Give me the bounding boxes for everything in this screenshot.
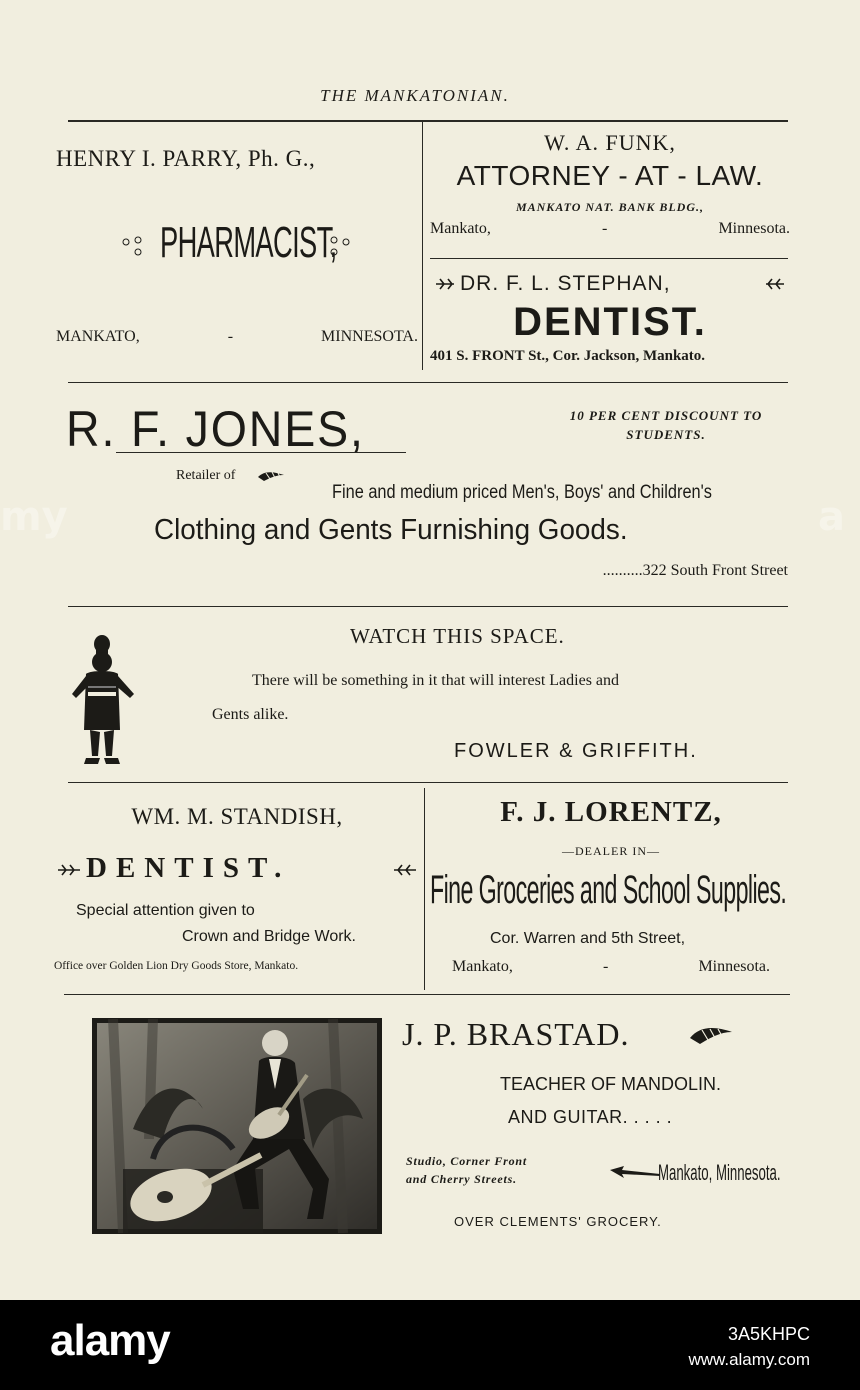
leaf-icon (688, 1024, 734, 1050)
funk-location (430, 220, 790, 238)
funk-name: W. A. FUNK, (544, 130, 676, 155)
fowler-signature: FOWLER & GRIFFITH. (454, 740, 698, 762)
lorentz-dash: - (603, 958, 609, 975)
ornament-dots-icon (328, 234, 358, 264)
watermark-glyph: a (818, 494, 845, 540)
stephan-profession: DENTIST. (513, 300, 707, 344)
jones-line1: Fine and medium priced Men's, Boys' and Children's (332, 482, 712, 503)
standish-line2: Crown and Bridge Work. (182, 928, 356, 945)
funk-dash: - (602, 220, 608, 237)
brastad-studio-line1: Studio, Corner Front (406, 1154, 528, 1168)
brastad-city: Mankato, Minnesota. (658, 1160, 781, 1185)
parry-city: MANKATO, (56, 328, 140, 345)
mandolin-player-photo (92, 1018, 382, 1234)
fowler-body-line2: Gents alike. (212, 706, 289, 723)
brastad-over: OVER CLEMENTS' GROCERY. (454, 1214, 662, 1229)
image-id: 3A5KHPC (727, 1324, 810, 1344)
fowler-headline: WATCH THIS SPACE. (350, 624, 565, 648)
parry-state: MINNESOTA. (321, 328, 418, 345)
lorentz-name: F. J. LORENTZ, (500, 796, 722, 828)
brastad-name: J. P. BRASTAD. (402, 1016, 630, 1052)
stephan-address: 401 S. FRONT St., Cor. Jackson, Mankato. (430, 348, 706, 364)
jones-underline (116, 452, 406, 453)
column-divider-top (422, 122, 423, 370)
lorentz-location (452, 958, 770, 976)
funk-profession: ATTORNEY - AT - LAW. (456, 160, 764, 191)
standish-line1: Special attention given to (76, 902, 255, 919)
parry-ad (56, 130, 418, 360)
jones-discount: 10 PER CENT DISCOUNT TO STUDENTS. (569, 408, 763, 442)
funk-state: Minnesota. (718, 220, 790, 237)
site-url[interactable]: www.alamy.com (688, 1350, 810, 1369)
standish-ad (54, 796, 420, 986)
rule-after-fowler (68, 782, 788, 783)
policeman-figure-icon (64, 632, 140, 776)
jones-name: R. F. JONES, (66, 401, 365, 457)
funk-stephan-rule (430, 258, 788, 259)
fleuron-icon (434, 276, 456, 296)
fleuron-icon (56, 862, 82, 882)
standish-office: Office over Golden Lion Dry Goods Store, Mankato. (54, 960, 299, 972)
fowler-body-line1: There will be something in it that will interest Ladies and (252, 672, 620, 689)
parry-name: HENRY I. PARRY, Ph. G., (56, 146, 316, 171)
standish-profession: DENTIST. (86, 852, 291, 884)
parry-profession: PHARMACIST, (160, 218, 337, 267)
ornament-dots-icon (120, 234, 150, 264)
lorentz-address: Cor. Warren and 5th Street, (490, 930, 686, 947)
lorentz-ad (430, 796, 792, 986)
fleuron-icon (764, 276, 786, 296)
top-rule (68, 120, 788, 122)
parry-location (56, 328, 418, 346)
jones-line2: Clothing and Gents Furnishing Goods. (154, 514, 628, 546)
lorentz-state: Minnesota. (698, 958, 770, 975)
lorentz-dealer: —DEALER IN— (562, 844, 660, 858)
lorentz-goods: Fine Groceries and School Supplies. (430, 868, 787, 912)
brastad-teacher-line1: TEACHER OF MANDOLIN. (500, 1074, 722, 1094)
watermark-glyph: my (0, 494, 68, 540)
jones-address: ..........322 South Front Street (602, 562, 788, 579)
jones-ad (66, 396, 792, 596)
rule-after-dentists (64, 994, 790, 995)
pointing-arrow-icon (610, 1164, 660, 1184)
funk-building: MANKATO NAT. BANK BLDG., (515, 200, 705, 214)
column-divider-mid (424, 788, 425, 990)
stock-footer (0, 1300, 860, 1390)
lorentz-city: Mankato, (452, 958, 513, 975)
alamy-logo[interactable]: alamy (50, 1316, 170, 1365)
fowler-ad (60, 616, 796, 776)
standish-name: WM. M. STANDISH, (131, 804, 343, 829)
rule-after-jones (68, 606, 788, 607)
funk-city: Mankato, (430, 220, 491, 237)
brastad-ad (396, 1010, 796, 1240)
leaf-icon (256, 468, 286, 487)
brastad-teacher-line2: AND GUITAR. . . . . (508, 1107, 673, 1127)
jones-retailer: Retailer of (176, 468, 236, 483)
rule-after-top (68, 382, 788, 383)
fleuron-icon (392, 862, 418, 882)
brastad-studio-line2: and Cherry Streets. (406, 1172, 517, 1186)
parry-dash: - (227, 328, 234, 345)
stephan-name: DR. F. L. STEPHAN, (460, 272, 671, 295)
running-title: THE MANKATONIAN. (320, 86, 510, 105)
